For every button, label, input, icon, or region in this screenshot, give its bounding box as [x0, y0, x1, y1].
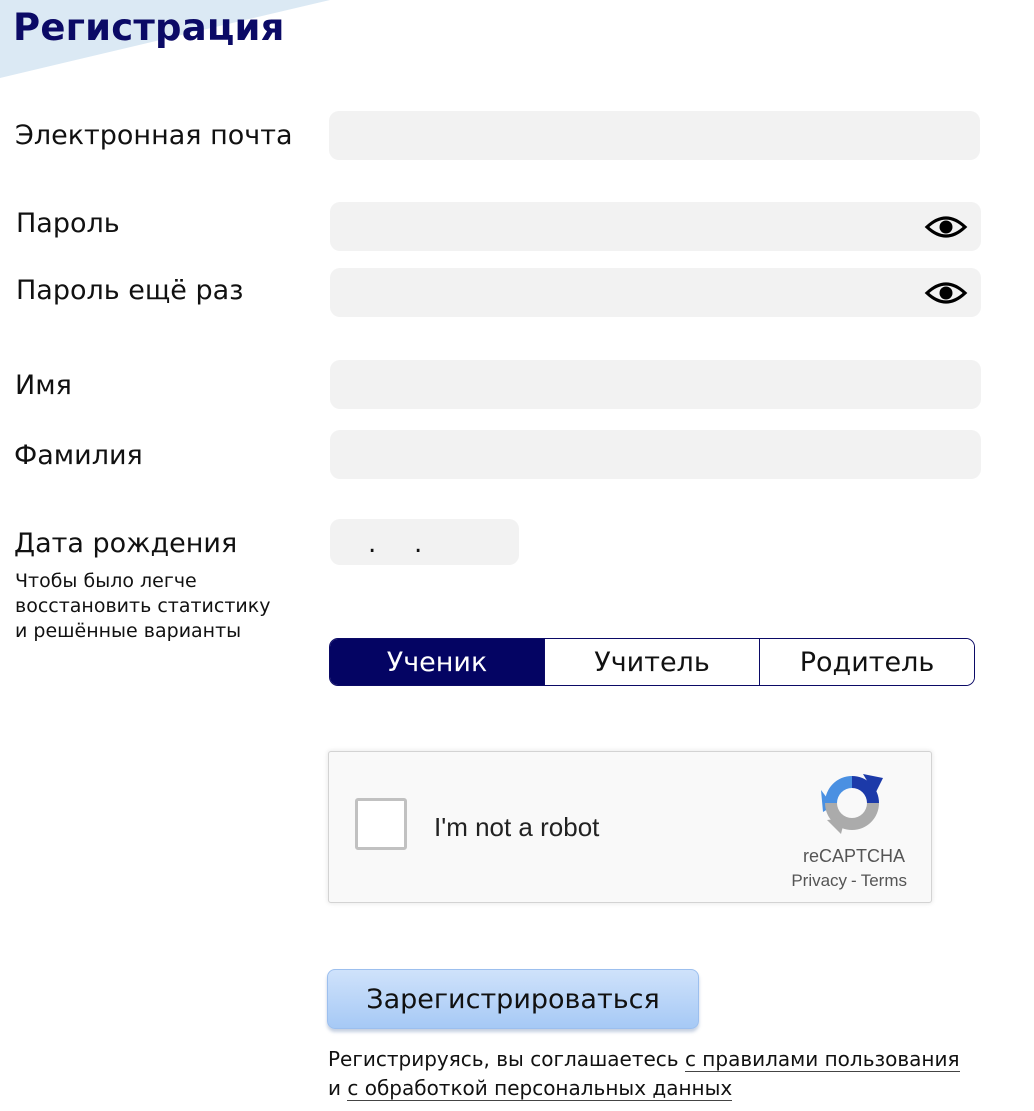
last-name-label: Фамилия [14, 440, 143, 471]
email-label: Электронная почта [15, 120, 293, 151]
birth-date-label: Дата рождения [14, 528, 238, 559]
role-option-parent[interactable]: Родитель [759, 639, 974, 685]
recaptcha-label: I'm not a robot [434, 812, 600, 842]
first-name-input[interactable] [330, 360, 981, 409]
hint-line: Чтобы было легче [15, 570, 197, 592]
eye-icon[interactable] [924, 279, 968, 307]
birth-date-input[interactable] [330, 519, 519, 565]
role-option-student[interactable]: Ученик [330, 639, 544, 685]
privacy-link[interactable]: Privacy [791, 871, 848, 890]
recaptcha-checkbox[interactable] [355, 798, 407, 850]
date-separator: . [414, 529, 423, 559]
terms-link[interactable]: Terms [860, 871, 907, 890]
terms-of-use-link[interactable]: с правилами пользования [684, 1047, 960, 1071]
password-input[interactable] [330, 202, 981, 251]
register-button[interactable]: Зарегистрироваться [327, 969, 699, 1029]
hint-line: и решённые варианты [15, 620, 242, 642]
recaptcha-widget [328, 751, 932, 903]
first-name-label: Имя [15, 370, 72, 401]
password-repeat-input[interactable] [330, 268, 981, 317]
recaptcha-brand: reCAPTCHA [802, 846, 905, 866]
role-selector [329, 638, 975, 686]
page-title: Регистрация [13, 6, 285, 49]
recaptcha-links [791, 871, 907, 891]
recaptcha-logo-icon [819, 770, 885, 836]
agreement-text-part: Регистрируясь, вы соглашаетесь [328, 1047, 679, 1071]
password-repeat-label: Пароль ещё раз [16, 275, 244, 306]
agreement-text [328, 1045, 960, 1103]
last-name-input[interactable] [330, 430, 981, 479]
date-separator: . [368, 529, 377, 559]
agreement-text-part: и [328, 1076, 341, 1100]
email-input[interactable] [329, 111, 980, 160]
birth-date-hint [15, 569, 270, 644]
role-option-teacher[interactable]: Учитель [544, 639, 759, 685]
link-separator: - [851, 871, 857, 890]
eye-icon[interactable] [924, 213, 968, 241]
personal-data-link[interactable]: с обработкой персональных данных [347, 1076, 733, 1100]
hint-line: восстановить статистику [15, 595, 271, 617]
password-label: Пароль [16, 208, 120, 239]
